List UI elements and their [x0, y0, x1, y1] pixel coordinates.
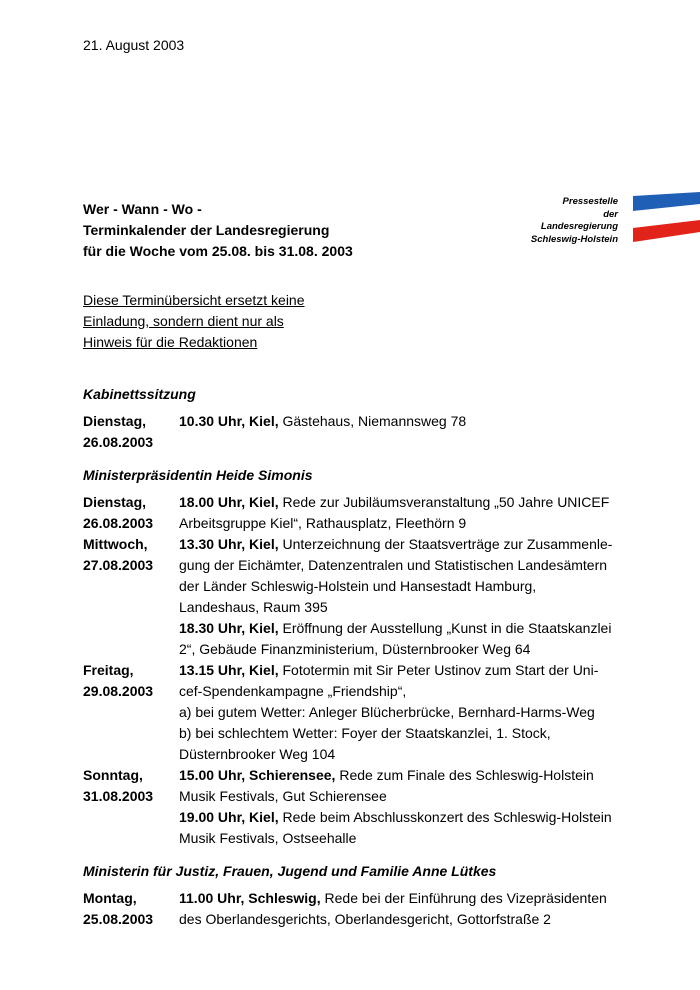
- document-date: 21. August 2003: [83, 37, 185, 53]
- schedule-day: [83, 576, 179, 597]
- schedule-day: Freitag,: [83, 662, 134, 678]
- title-line: für die Woche vom 25.08. bis 31.08. 2003: [83, 243, 353, 259]
- schedule-text: b) bei schlechtem Wetter: Foyer der Staatskanzlei, 1. Stock,: [179, 725, 551, 741]
- schleswig-holstein-logo-icon: [633, 192, 700, 244]
- schedule-section: [83, 384, 623, 453]
- note-line: Hinweis für die Redaktionen: [83, 334, 258, 350]
- time-place: 19.00 Uhr, Kiel,: [179, 809, 279, 825]
- schedule-row: [83, 702, 623, 723]
- schedule-text: a) bei gutem Wetter: Anleger Blücherbrücke, Bernhard-Harms-Weg: [179, 704, 595, 720]
- title-line: Wer - Wann - Wo -: [83, 201, 202, 217]
- schedule-day: [83, 702, 179, 723]
- schedule-day: 26.08.2003: [83, 515, 154, 531]
- schedule-row: [83, 432, 623, 453]
- schedule-day: [83, 639, 179, 660]
- schedule-day: 29.08.2003: [83, 683, 154, 699]
- schedule-text: Arbeitsgruppe Kiel“, Rathausplatz, Fleethörn 9: [179, 515, 467, 531]
- schedule-day: Sonntag,: [83, 767, 143, 783]
- schedule-row: [83, 744, 623, 765]
- schedule-text: Landeshaus, Raum 395: [179, 599, 328, 615]
- schedule-row: [83, 576, 623, 597]
- schedule-row: [83, 639, 623, 660]
- schedule-day: 25.08.2003: [83, 911, 154, 927]
- schedule-row: [83, 888, 623, 909]
- time-place: 13.30 Uhr, Kiel,: [179, 536, 279, 552]
- logo-line: Schleswig-Holstein: [530, 233, 618, 245]
- schedule-day: [83, 618, 179, 639]
- schedule-text: 2“, Gebäude Finanzministerium, Düsternbrooker Weg 64: [179, 641, 531, 657]
- time-place: 15.00 Uhr, Schierensee,: [179, 767, 336, 783]
- schedule-day: [83, 807, 179, 828]
- schedule-row: [83, 909, 623, 930]
- schedule-row: [83, 828, 623, 849]
- schedule-day: 27.08.2003: [83, 557, 154, 573]
- time-place: 11.00 Uhr, Schleswig,: [179, 890, 321, 906]
- schedule-day: Dienstag,: [83, 413, 147, 429]
- schedule-text: des Oberlandesgerichts, Oberlandesgericht, Gottorfstraße 2: [179, 911, 551, 927]
- schedule-section: [83, 465, 623, 849]
- schedule-text: 15.00 Uhr, Schierensee, Rede zum Finale des Schleswig-Holstein: [179, 767, 594, 783]
- schedule-row: [83, 513, 623, 534]
- logo-line: der: [603, 208, 618, 220]
- schedule-row: [83, 807, 623, 828]
- schedule-row: [83, 681, 623, 702]
- schedule-text: 10.30 Uhr, Kiel, Gästehaus, Niemannsweg 78: [179, 413, 467, 429]
- schedule-day: [83, 828, 179, 849]
- schedule-day: 31.08.2003: [83, 788, 154, 804]
- schedule-row: [83, 786, 623, 807]
- schedule-text: 13.15 Uhr, Kiel, Fototermin mit Sir Peter Ustinov zum Start der Uni-: [179, 662, 599, 678]
- time-place: 10.30 Uhr, Kiel,: [179, 413, 279, 429]
- schedule-content: [83, 384, 623, 942]
- schedule-day: [83, 723, 179, 744]
- schedule-text: der Länder Schleswig-Holstein und Hansestadt Hamburg,: [179, 578, 537, 594]
- document-title: [83, 199, 353, 262]
- schedule-row: [83, 660, 623, 681]
- schedule-text: gung der Eichämter, Datenzentralen und Statistischen Landesämtern: [179, 557, 608, 573]
- schedule-text: 11.00 Uhr, Schleswig, Rede bei der Einführung des Vizepräsidenten: [179, 890, 607, 906]
- schedule-section: [83, 861, 623, 930]
- schedule-text: Musik Festivals, Gut Schierensee: [179, 788, 387, 804]
- schedule-row: [83, 534, 623, 555]
- time-place: 13.15 Uhr, Kiel,: [179, 662, 279, 678]
- note-line: Einladung, sondern dient nur als: [83, 313, 284, 329]
- schedule-text: [179, 432, 623, 453]
- schedule-day: [83, 744, 179, 765]
- schedule-day: [83, 597, 179, 618]
- schedule-row: [83, 492, 623, 513]
- schedule-row: [83, 555, 623, 576]
- schedule-day: 26.08.2003: [83, 434, 154, 450]
- schedule-text: Düsternbrooker Weg 104: [179, 746, 336, 762]
- logo-line: Pressestelle: [562, 196, 618, 207]
- schedule-text: cef-Spendenkampagne „Friendship“,: [179, 683, 407, 699]
- schedule-day: Mittwoch,: [83, 536, 148, 552]
- section-heading: Kabinettssitzung: [83, 386, 196, 402]
- schedule-text: Musik Festivals, Ostseehalle: [179, 830, 357, 846]
- schedule-day: Dienstag,: [83, 494, 147, 510]
- schedule-text: 19.00 Uhr, Kiel, Rede beim Abschlusskonzert des Schleswig-Holstein: [179, 809, 612, 825]
- logo-line: Landesregierung: [540, 221, 618, 232]
- section-heading: Ministerpräsidentin Heide Simonis: [83, 467, 313, 483]
- time-place: 18.00 Uhr, Kiel,: [179, 494, 279, 510]
- press-office-label: [478, 196, 618, 246]
- schedule-text: 13.30 Uhr, Kiel, Unterzeichnung der Staatsverträge zur Zusammenle-: [179, 536, 613, 552]
- section-heading: Ministerin für Justiz, Frauen, Jugend und Familie Anne Lütkes: [83, 863, 497, 879]
- time-place: 18.30 Uhr, Kiel,: [179, 620, 279, 636]
- schedule-row: [83, 765, 623, 786]
- schedule-row: [83, 411, 623, 432]
- editorial-note: [83, 290, 305, 353]
- schedule-text: 18.30 Uhr, Kiel, Eröffnung der Ausstellung „Kunst in die Staatskanzlei: [179, 620, 612, 636]
- title-line: Terminkalender der Landesregierung: [83, 222, 330, 238]
- note-line: Diese Terminübersicht ersetzt keine: [83, 292, 305, 308]
- schedule-day: Montag,: [83, 890, 137, 906]
- schedule-row: [83, 597, 623, 618]
- schedule-row: [83, 723, 623, 744]
- schedule-row: [83, 618, 623, 639]
- schedule-text: 18.00 Uhr, Kiel, Rede zur Jubiläumsveranstaltung „50 Jahre UNICEF: [179, 494, 610, 510]
